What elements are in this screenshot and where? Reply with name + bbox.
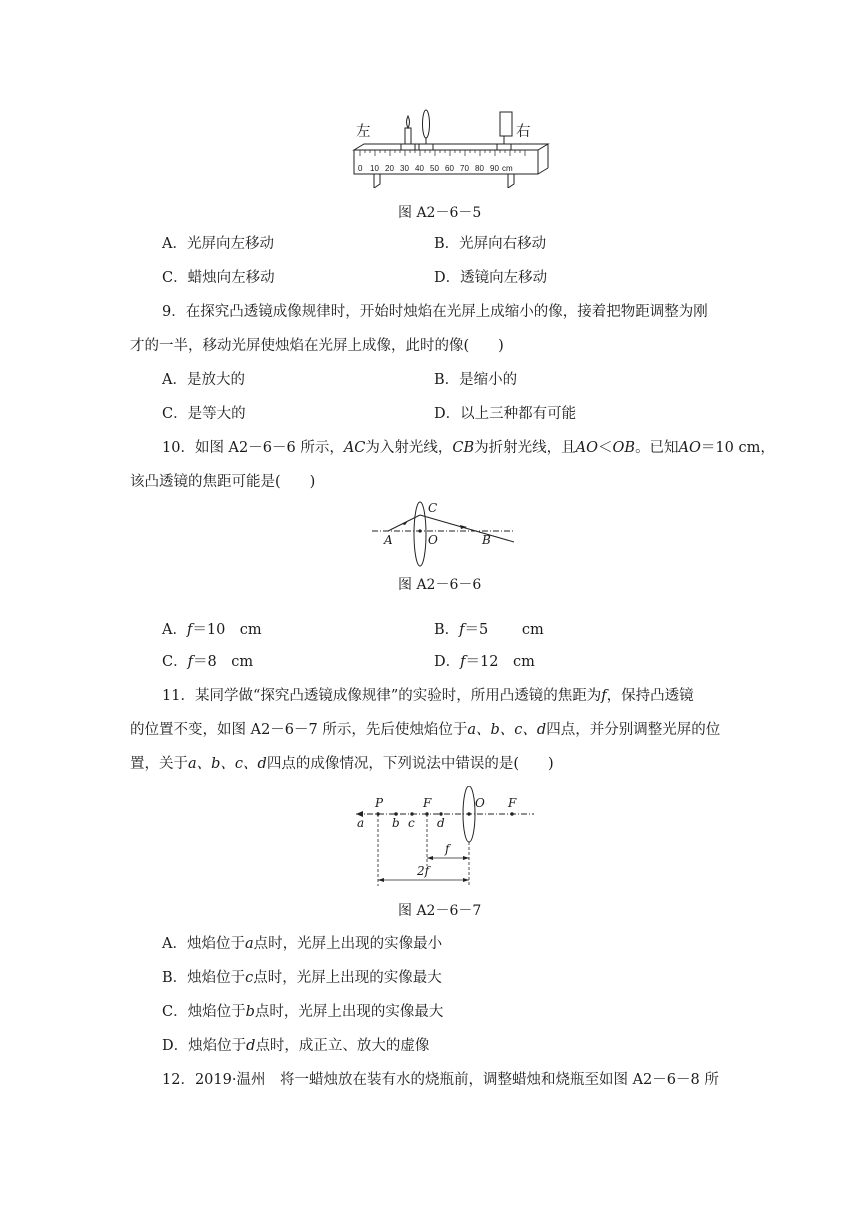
fig5-left-label: 左 <box>356 124 371 140</box>
ruler-numbers <box>358 164 548 176</box>
q11-stem-line3: 置，关于a、b、c、d四点的成像情况，下列说法中错误的是( ) <box>130 756 554 772</box>
q9-option-d: D．以上三种都有可能 <box>434 406 577 422</box>
ruler-number: 30 <box>400 164 409 173</box>
q9-stem-line2: 才的一半，移动光屏使烛焰在光屏上成像，此时的像( ) <box>130 338 504 354</box>
ruler-number: 10 <box>370 164 379 173</box>
label-f: f <box>445 842 450 856</box>
label-2f: 2f <box>417 864 430 878</box>
q11-option-a: A．烛焰位于a点时，光屏上出现的实像最小 <box>162 936 443 952</box>
ruler-number: 50 <box>430 164 439 173</box>
lens <box>423 110 430 138</box>
q10-caption: 图 A2－6－6 <box>398 577 482 593</box>
q10-fig-label-A: A <box>384 533 393 547</box>
q10-fig-label-B: B <box>482 533 491 547</box>
ruler-unit: cm <box>502 164 513 173</box>
label-F-left: F <box>423 796 432 810</box>
ruler-number: 0 <box>358 164 363 173</box>
label-d: d <box>437 816 445 830</box>
ruler-number: 60 <box>445 164 454 173</box>
q10-option-a: A．f＝10 cm <box>162 622 262 638</box>
ruler-number: 40 <box>415 164 424 173</box>
q10-stem-line1: 10．如图 A2－6－6 所示，AC为入射光线，CB为折射光线，且AO＜OB。已知AO＝10 cm， <box>162 440 775 456</box>
q8-option-c: C．蜡烛向左移动 <box>162 270 275 286</box>
label-P: P <box>375 796 384 810</box>
optical-bench-figure <box>340 108 550 188</box>
ruler-number: 90 <box>490 164 499 173</box>
candle <box>405 128 411 146</box>
q9-stem-line1: 9．在探究凸透镜成像规律时，开始时烛焰在光屏上成缩小的像，接着把物距调整为刚 <box>162 304 708 320</box>
label-F-right: F <box>508 796 517 810</box>
convex-lens <box>414 502 426 566</box>
q9-option-b: B．是缩小的 <box>434 372 518 388</box>
q8-option-b: B．光屏向右移动 <box>434 236 547 252</box>
ruler-number: 70 <box>460 164 469 173</box>
q9-option-c: C．是等大的 <box>162 406 246 422</box>
q9-option-a: A．是放大的 <box>162 372 245 388</box>
q12-stem-line1: 12．2019·温州 将一蜡烛放在装有水的烧瓶前，调整蜡烛和烧瓶至如图 A2－6－8 所 <box>162 1072 719 1088</box>
q11-stem-line2: 的位置不变，如图 A2－6－7 所示，先后使烛焰位于a、b、c、d四点，并分别调整光屏的位 <box>130 722 721 738</box>
q11-option-d: D．烛焰位于d点时，成正立、放大的虚像 <box>162 1038 430 1054</box>
q11-option-c: C．烛焰位于b点时，光屏上出现的实像最大 <box>162 1004 444 1020</box>
fig5-caption: 图 A2－6－5 <box>398 205 482 221</box>
ruler-number: 20 <box>385 164 394 173</box>
label-a: a <box>357 816 365 830</box>
q11-fig-labels <box>350 786 540 890</box>
fig5-right-label: 右 <box>516 124 531 140</box>
q10-fig-label-O: O <box>428 533 438 547</box>
light-screen <box>500 112 512 136</box>
q8-option-d: D．透镜向左移动 <box>434 270 548 286</box>
q10-option-c: C．f＝8 cm <box>162 654 254 670</box>
q10-option-b: B．f＝5 cm <box>434 622 544 638</box>
q10-stem-line2: 该凸透镜的焦距可能是( ) <box>130 474 316 490</box>
q8-option-a: A．光屏向左移动 <box>162 236 274 252</box>
label-O: O <box>475 796 485 810</box>
q10-fig-label-C: C <box>428 501 438 515</box>
label-c: c <box>408 816 415 830</box>
q11-caption: 图 A2－6－7 <box>398 903 482 919</box>
q10-option-d: D．f＝12 cm <box>434 654 535 670</box>
q11-option-b: B．烛焰位于c点时，光屏上出现的实像最大 <box>162 970 442 986</box>
ruler-number: 80 <box>475 164 484 173</box>
q11-stem-line1: 11．某同学做“探究凸透镜成像规律”的实验时，所用凸透镜的焦距为f，保持凸透镜 <box>162 688 694 704</box>
label-b: b <box>392 816 400 830</box>
